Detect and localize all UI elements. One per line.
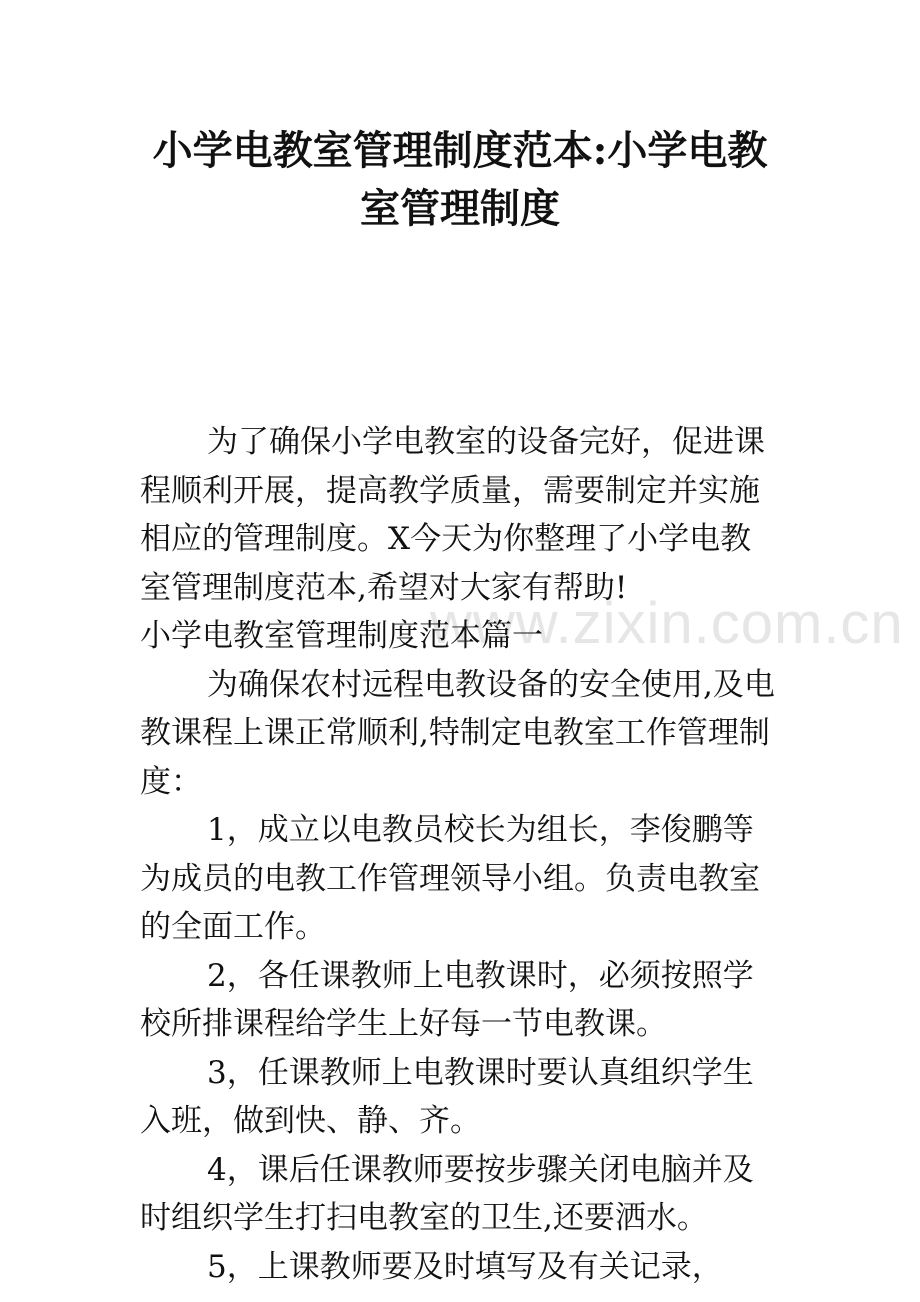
document-title bbox=[0, 122, 920, 238]
rule-item-3: 3，任课教师上电教课时要认真组织学生入班，做到快、静、齐。 bbox=[140, 1054, 754, 1139]
document-body bbox=[140, 418, 780, 1291]
rule-item-4: 4，课后任课教师要按步骤关闭电脑并及时组织学生打扫电教室的卫生,还要洒水。 bbox=[140, 1151, 754, 1236]
watermark: www.zixin.com.cn bbox=[430, 591, 904, 656]
rule-item-2: 2，各任课教师上电教课时，必须按照学校所排课程给学生上好每一节电教课。 bbox=[140, 957, 754, 1042]
rule-item-1: 1，成立以电教员校长为组长，李俊鹏等为成员的电教工作管理领导小组。负责电教室的全面工作。 bbox=[140, 812, 760, 945]
section-heading: 小学电教室管理制度范本篇一 bbox=[140, 618, 543, 654]
title-line-2: 室管理制度 bbox=[360, 185, 560, 232]
rule-item-5: 5，上课教师要及时填写及有关记录， bbox=[207, 1248, 723, 1285]
title-line-1: 小学电教室管理制度范本:小学电教 bbox=[152, 127, 768, 174]
intro-paragraph: 为了确保小学电教室的设备完好，促进课程顺利开展，提高教学质量，需要制定并实施相应的管理制度。X今天为你整理了小学电教室管理制度范本,希望对大家有帮助! bbox=[140, 424, 765, 606]
section-intro-paragraph: 为确保农村远程电教设备的安全使用,及电教课程上课正常顺利,特制定电教室工作管理制度： bbox=[140, 666, 775, 800]
